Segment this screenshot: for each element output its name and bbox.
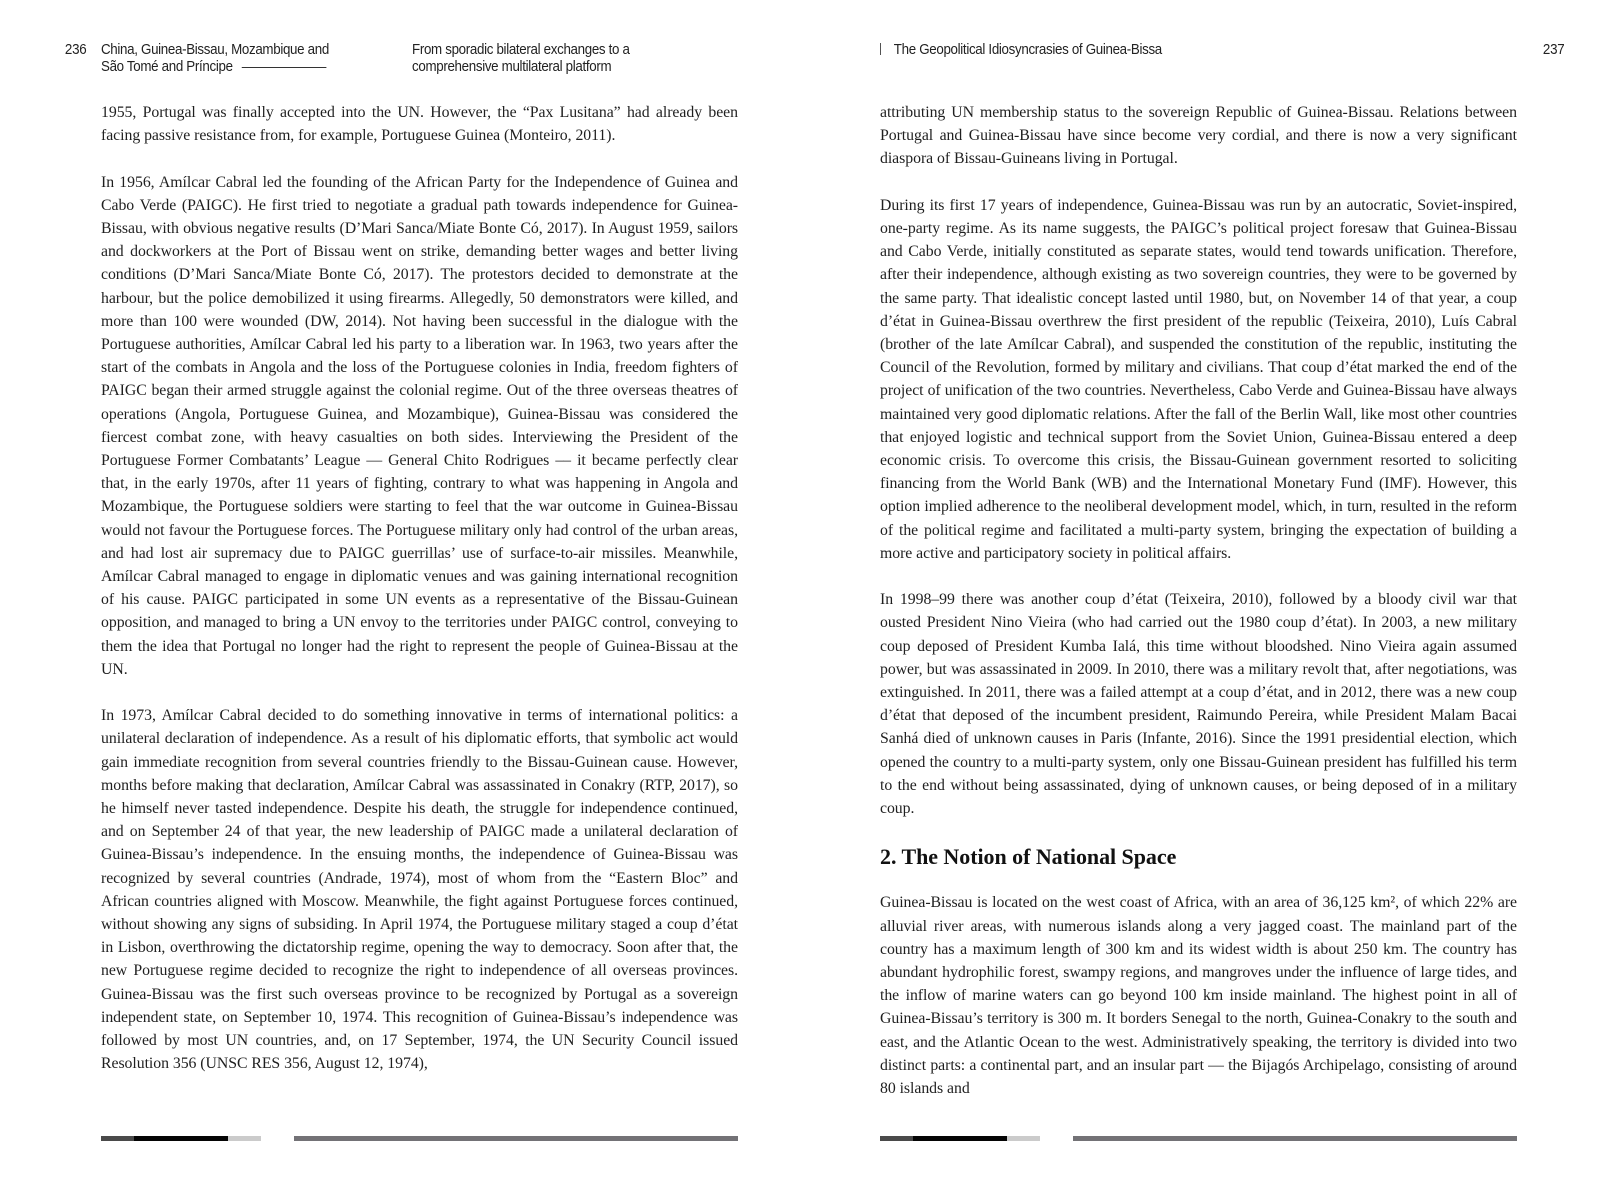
page-number-right: 237 bbox=[1542, 42, 1565, 58]
left-body-text bbox=[101, 101, 738, 1076]
running-head-book-title bbox=[101, 42, 329, 76]
running-head-chapter-title bbox=[880, 42, 1162, 59]
left-footer-bars bbox=[0, 1136, 800, 1141]
footer-bar-black-segment bbox=[134, 1136, 228, 1141]
footer-bar-long-segment bbox=[294, 1136, 738, 1141]
footer-bar-long-segment bbox=[1073, 1136, 1517, 1141]
paragraph: In 1956, Amílcar Cabral led the founding of the African Party for the Independence of Guinea and Cabo Verde (PAIGC). He first tried to negotiate a gradual path towards independence for Guinea-Bissau, with obvious negative results (D’Mari Sanca/Miate Bonte Có, 2017). In August 1959, sailors and dockworkers at the Port of Bissau went on strike, demanding better wages and better living conditions (D’Mari Sanca/Miate Bonte Có, 2017). The protestors decided to demonstrate at the harbour, but the police demobilized it using firearms. Allegedly, 50 demonstrators were killed, and more than 100 were wounded (DW, 2014). Not having been successful in the dialogue with the Portuguese authorities, Amílcar Cabral led his party to a liberation war. In 1963, two years after the start of the combats in Angola and the loss of the Portuguese colonies in India, freedom fighters of PAIGC began their armed struggle against the colonial regime. Out of the three overseas theatres of operations (Angola, Portuguese Guinea, and Mozambique), Guinea-Bissau was considered the fiercest combat zone, with heavy casualties on both sides. Interviewing the President of the Portuguese Former Combatants’ League — General Chito Rodrigues –– it became perfectly clear that, in the early 1970s, after 11 years of fighting, contrary to what was happening in Angola and Mozambique, the Portuguese soldiers were starting to feel that the war outcome in Guinea-Bissau would not favour the Portuguese forces. The Portuguese military only had control of the urban areas, and had lost air supremacy due to PAIGC guerrillas’ use of surface-to-air missiles. Meanwhile, Amílcar Cabral managed to engage in diplomatic venues and was gaining international recognition of his cause. PAIGC participated in some UN events as a representative of the Bissau-Guinean opposition, and managed to bring a UN envoy to the territories under PAIGC control, conveying to them the idea that Portugal no longer had the right to represent the people of Guinea-Bissau at the UN. bbox=[101, 173, 738, 678]
book-title-line-2-wrap bbox=[101, 59, 329, 76]
footer-bar-light-segment bbox=[1007, 1136, 1040, 1141]
book-title-line-1: China, Guinea-Bissau, Mozambique and bbox=[101, 42, 329, 58]
paragraph: During its first 17 years of independence, Guinea-Bissau was run by an autocratic, Soviet-inspired, one-party regime. As its name suggests, the PAIGC’s political project foresaw that Guinea-Bissau and Cabo Verde, initially constituted as separate states, would tend towards unification. Therefore, after their independence, although existing as two sovereign countries, they were to be governed by the same party. That idealistic concept lasted until 1980, but, on November 14 of that year, a coup d’état in Guinea-Bissau overthrew the first president of the republic (Teixeira, 2010), Luís Cabral (brother of the late Amílcar Cabral), and suspended the constitution of the republic, instituting the Council of the Revolution, formed by military and civilians. That coup d’état marked the end of the project of unification of the two countries. Nevertheless, Cabo Verde and Guinea-Bissau have always maintained very good diplomatic relations. After the fall of the Berlin Wall, like most other countries that enjoyed logistic and technical support from the Soviet Union, Guinea-Bissau entered a deep economic crisis. To overcome this crisis, the Bissau-Guinean government resorted to soliciting financing from the World Bank (WB) and the International Monetary Fund (IMF). However, this option implied adherence to the neoliberal development model, which, in turn, resulted in the reform of the political regime and facilitated a multi-party system, bringing the expectation of building a more active and participatory society in political affairs. bbox=[880, 196, 1517, 562]
footer-bar-black-segment bbox=[913, 1136, 1007, 1141]
header-divider-rule bbox=[242, 67, 327, 68]
right-page bbox=[800, 0, 1600, 1200]
section-heading: 2. The Notion of National Space bbox=[880, 844, 1177, 870]
right-body-text bbox=[880, 101, 1517, 1100]
page-number-left: 236 bbox=[64, 42, 87, 58]
footer-bar-light-segment bbox=[228, 1136, 261, 1141]
footer-bar-dark-segment bbox=[101, 1136, 134, 1141]
running-head-part-title bbox=[412, 42, 630, 76]
part-title-line-1: From sporadic bilateral exchanges to a bbox=[412, 42, 630, 58]
right-footer-bars bbox=[800, 1136, 1600, 1141]
part-title-line-2: comprehensive multilateral platform bbox=[412, 59, 612, 75]
paragraph: In 1973, Amílcar Cabral decided to do something innovative in terms of international politics: a unilateral declaration of independence. As a result of his diplomatic efforts, that symbolic act would gain immediate recognition from several countries friendly to the Bissau-Guinean cause. However, months before making that declaration, Amílcar Cabral was assassinated in Conakry (RTP, 2017), so he himself never tasted independence. Despite his death, the struggle for independence continued, and on September 24 of that year, the new leadership of PAIGC made a unilateral declaration of Guinea-Bissau’s independence. In the ensuing months, the independence of Guinea-Bissau was recognized by several countries (Andrade, 1974), most of whom from the “Eastern Bloc” and African countries aligned with Moscow. Meanwhile, the fight against Portuguese forces continued, without showing any signs of subsiding. In April 1974, the Portuguese military staged a coup d’état in Lisbon, overthrowing the dictatorship regime, opening the way to democracy. Soon after that, the new Portuguese regime decided to recognize the right to independence of all overseas provinces. Guinea-Bissau was the first such overseas province to be recognized by Portugal as a sovereign independent state, on September 10, 1974. This recognition of Guinea-Bissau’s independence was followed by most UN countries, and, on 17 September, 1974, the UN Security Council issued Resolution 356 (UNSC RES 356, August 12, 1974), bbox=[101, 707, 738, 1073]
paragraph: attributing UN membership status to the sovereign Republic of Guinea-Bissau. Relations between Portugal and Guinea-Bissau have since become very cordial, and there is now a very significant diaspora of Bissau-Guineans living in Portugal. bbox=[880, 104, 1517, 168]
chapter-title: The Geopolitical Idiosyncrasies of Guinea-Bissa bbox=[893, 42, 1162, 58]
footer-bar-dark-segment bbox=[880, 1136, 913, 1141]
paragraph: Guinea-Bissau is located on the west coast of Africa, with an area of 36,125 km², of which 22% are alluvial river areas, with numerous islands along a very jagged coast. The mainland part of the country has a maximum length of 300 km and its widest width is about 250 km. The country has abundant hydrophilic forest, swampy regions, and mangroves under the influence of large tides, and the inflow of marine waters can go beyond 100 km inside mainland. The highest point in all of Guinea-Bissau’s territory is 300 m. It borders Senegal to the north, Guinea-Conakry to the south and east, and the Atlantic Ocean to the west. Administratively speaking, the territory is divided into two distinct parts: a continental part, and an insular part — the Bijagós Archipelago, consisting of around 80 islands and bbox=[880, 894, 1517, 1098]
paragraph: 1955, Portugal was finally accepted into the UN. However, the “Pax Lusitana” had already been facing passive resistance from, for example, Portuguese Guinea (Monteiro, 2011). bbox=[101, 104, 738, 145]
header-bar-mark bbox=[880, 43, 881, 55]
paragraph: In 1998–99 there was another coup d’état (Teixeira, 2010), followed by a bloody civil war that ousted President Nino Vieira (who had carried out the 1980 coup d’état). In 2003, a new military coup deposed of President Kumba Ialá, this time without bloodshed. Nino Vieira again assumed power, but was assassinated in 2009. In 2010, there was a military revolt that, after negotiations, was extinguished. In 2011, there was a failed attempt at a coup d’état, and in 2012, there was a new coup d’état that deposed of the incumbent president, Raimundo Pereira, while President Malam Bacai Sanhá died of unknown causes in Paris (Infante, 2016). Since the 1991 presidential election, which opened the country to a multi-party system, only one Bissau-Guinean president has fulfilled his term to the end without being assassinated, dying of unknown causes, or being deposed of in a military coup. bbox=[880, 591, 1517, 818]
book-title-line-2: São Tomé and Príncipe bbox=[101, 59, 233, 75]
